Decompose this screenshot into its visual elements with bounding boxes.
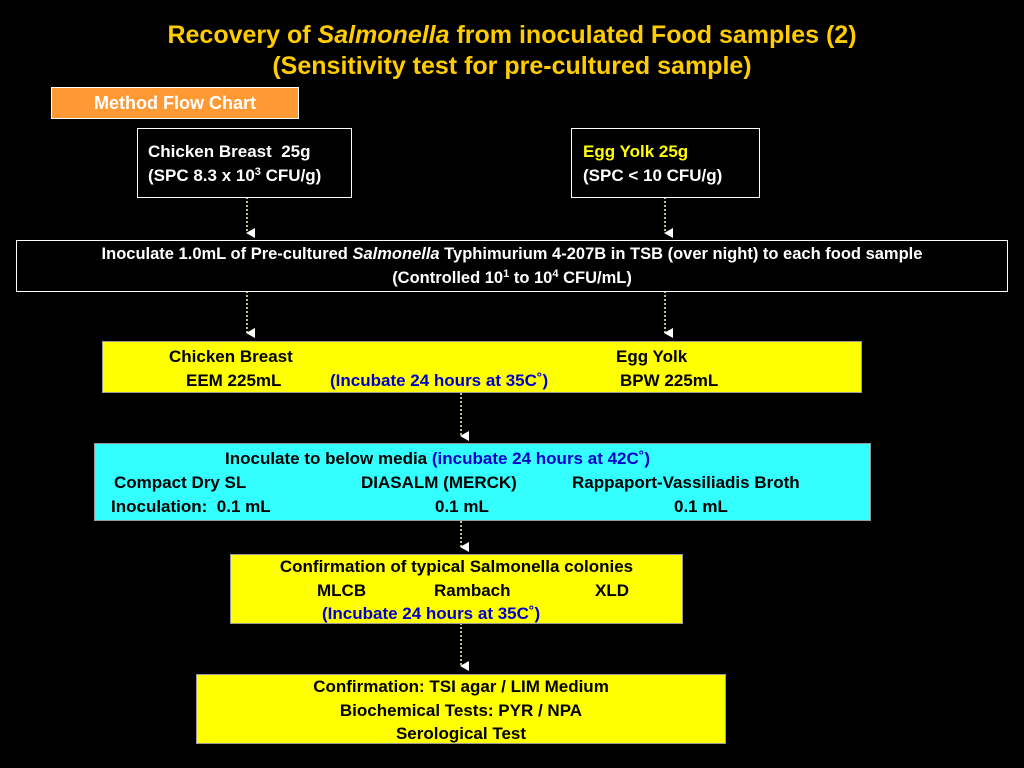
enrichment-box <box>102 341 862 393</box>
enrich-bpw-medium: BPW 225mL <box>620 371 719 390</box>
biochemical-tests: Biochemical Tests: PYR / NPA <box>339 700 583 720</box>
confirmation-colonies-heading: Confirmation of typical Salmonella colonies <box>279 557 634 576</box>
inoculation-volume-3: 0.1 mL <box>674 497 728 516</box>
inoculation-volume-1: Inoculation: 0.1 mL <box>111 497 271 516</box>
enrich-incubation: (Incubate 24 hours at 35C˚) <box>330 371 549 390</box>
medium-rappaport-vassiliadis: Rappaport-Vassiliadis Broth <box>572 473 800 492</box>
medium-compact-dry-sl: Compact Dry SL <box>114 473 247 492</box>
inoculate-line-2: (Controlled $10^1$ to $10^4$ CFU/mL) <box>392 268 632 287</box>
method-flow-chart-badge: Method Flow Chart <box>51 87 299 119</box>
selective-heading: Inoculate to below media (incubate 24 hours at 42C˚) <box>225 449 651 468</box>
confirmation-tests-box <box>196 674 726 744</box>
inoculate-box <box>16 240 1008 292</box>
sample-chicken-spc: (SPC 8.3 x $10^3$ CFU/g) <box>148 166 322 185</box>
selective-media-box <box>94 443 871 521</box>
confirmation-colonies-box <box>230 554 683 624</box>
medium-xld: XLD <box>595 581 629 600</box>
sample-egg-name: Egg Yolk 25g <box>583 142 689 161</box>
medium-diasalm: DIASALM (MERCK) <box>361 473 517 492</box>
sample-egg-spc: (SPC < 10 CFU/g) <box>583 166 723 185</box>
enrich-eem-medium: EEM 225mL <box>186 371 282 390</box>
inoculation-volume-2: 0.1 mL <box>435 497 489 516</box>
enrich-egg-label: Egg Yolk <box>616 347 688 366</box>
confirmation-tsi-lim: Confirmation: TSI agar / LIM Medium <box>313 677 609 696</box>
medium-rambach: Rambach <box>434 581 511 600</box>
serological-test: Serological Test <box>395 724 527 743</box>
title-line-2: (Sensitivity test for pre-cultured sample) <box>272 52 752 80</box>
sample-chicken-name: Chicken Breast 25g <box>148 142 311 161</box>
confirmation-incubation: (Incubate 24 hours at 35C˚) <box>322 604 541 623</box>
inoculate-line-1: Inoculate 1.0mL of Pre-cultured Salmonella Typhimurium 4-207B in TSB (over night) to each food sample <box>101 245 923 263</box>
sample-chicken-box <box>137 128 352 198</box>
title-line-1: Recovery of Salmonella from inoculated Food samples (2) <box>167 21 857 49</box>
medium-mlcb: MLCB <box>317 581 367 600</box>
sample-egg-box <box>571 128 760 198</box>
enrich-chicken-label: Chicken Breast <box>169 347 293 366</box>
